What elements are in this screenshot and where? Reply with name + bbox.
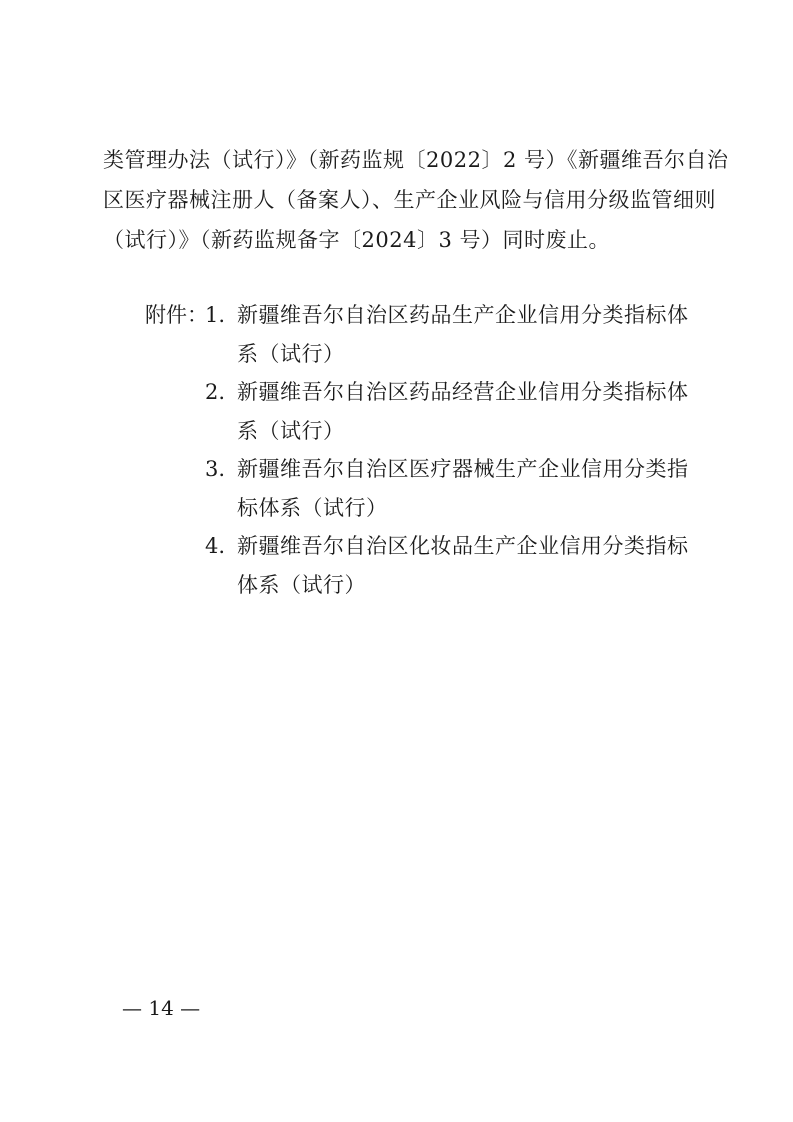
- paragraph-line-3: （试行）》（新药监规备字〔2024〕3 号）同时废止。: [103, 228, 610, 252]
- attachment-2-line-1: 新疆维吾尔自治区药品经营企业信用分类指标体: [237, 380, 689, 404]
- attachment-3-number: 3.: [205, 457, 226, 481]
- attachment-4-number: 4.: [205, 534, 226, 558]
- page-number: — 14 —: [122, 996, 201, 1020]
- attachments-label: 附件：: [145, 303, 208, 327]
- attachment-1-line-2: 系（试行）: [237, 342, 345, 366]
- attachment-1-line-1: 新疆维吾尔自治区药品生产企业信用分类指标体: [237, 303, 689, 327]
- paragraph-line-1: 类管理办法（试行）》（新药监规〔2022〕2 号）《新疆维吾尔自治: [103, 148, 729, 172]
- attachment-4-line-2: 体系（试行）: [237, 573, 366, 597]
- attachment-1-number: 1.: [205, 303, 226, 327]
- attachment-2-number: 2.: [205, 380, 226, 404]
- attachment-4-line-1: 新疆维吾尔自治区化妆品生产企业信用分类指标: [237, 534, 689, 558]
- attachment-2-line-2: 系（试行）: [237, 419, 345, 443]
- attachment-3-line-1: 新疆维吾尔自治区医疗器械生产企业信用分类指: [237, 457, 689, 481]
- paragraph-line-2: 区医疗器械注册人（备案人）、生产企业风险与信用分级监管细则: [103, 188, 716, 212]
- attachment-3-line-2: 标体系（试行）: [237, 496, 388, 520]
